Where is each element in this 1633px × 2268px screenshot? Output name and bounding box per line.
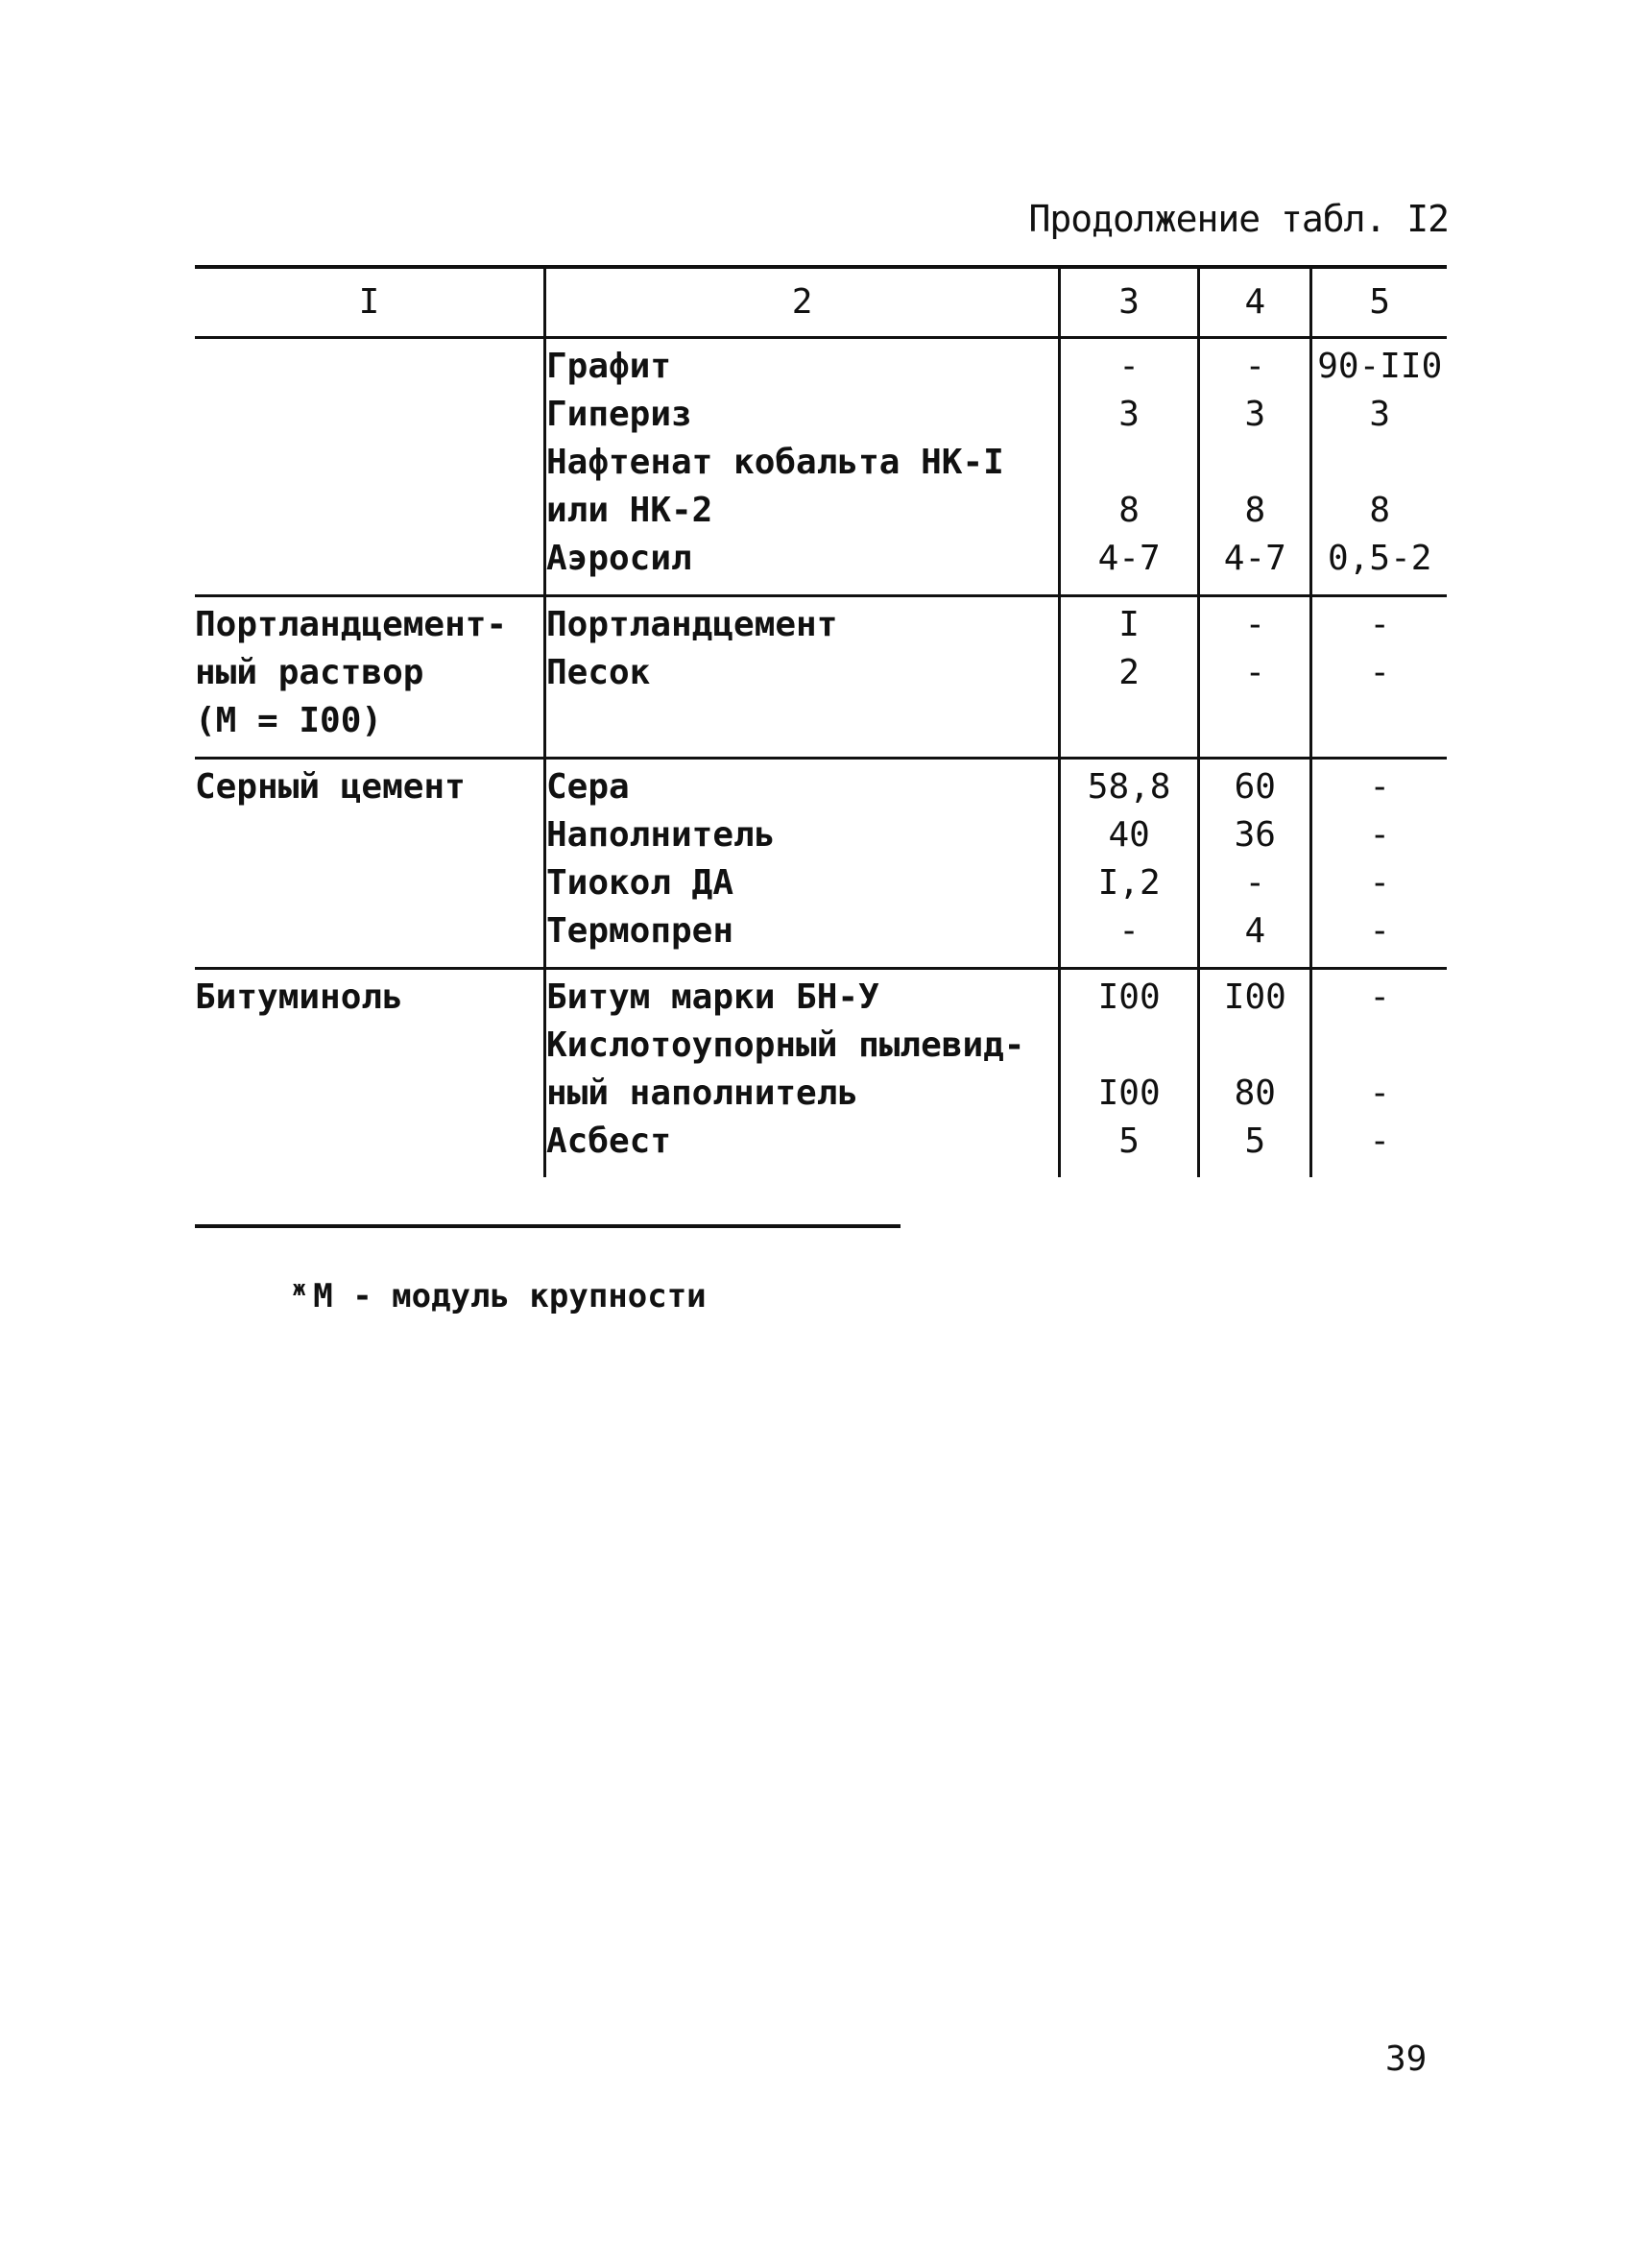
value-cell-col3 xyxy=(1060,338,1199,596)
cell-line: ный наполнитель xyxy=(545,1074,859,1113)
cell-line: - xyxy=(1369,815,1391,855)
table-body xyxy=(195,338,1447,1178)
cell-line: Асбест xyxy=(545,1122,672,1161)
cell-line: 4 xyxy=(1244,911,1266,951)
value-cell-col3 xyxy=(1060,969,1199,1178)
cell-line: Нафтенат кобальта НК-I xyxy=(545,443,1004,482)
cell-line: Термопрен xyxy=(545,911,734,951)
footnote xyxy=(293,1277,707,1315)
value-cell-col4 xyxy=(1199,338,1311,596)
footnote-text: М - модуль крупности xyxy=(313,1277,707,1315)
cell-line: Наполнитель xyxy=(545,815,776,855)
component-cell xyxy=(544,338,1059,596)
cell-line: - xyxy=(1369,863,1391,903)
value-cell-col4 xyxy=(1199,969,1311,1178)
cell-line: 60 xyxy=(1234,767,1276,807)
col-header-3: 3 xyxy=(1060,267,1199,338)
cell-line: - xyxy=(1244,605,1266,644)
cell-line: 8 xyxy=(1118,491,1140,530)
group-name-line: Портландцемент- xyxy=(195,605,508,644)
value-cell-col5 xyxy=(1311,338,1447,596)
value-cell-col5 xyxy=(1311,759,1447,969)
cell-line: 5 xyxy=(1118,1122,1140,1161)
group-name-cell xyxy=(195,338,544,596)
footnote-mark: ж xyxy=(293,1277,306,1301)
cell-line: Гипериз xyxy=(545,395,692,434)
group-name-line: Битуминоль xyxy=(195,977,403,1017)
cell-line: Графит xyxy=(545,347,672,386)
cell-line: - xyxy=(1369,911,1391,951)
footnote-separator xyxy=(195,1224,901,1228)
col-header-2: 2 xyxy=(544,267,1059,338)
cell-line xyxy=(1200,697,1309,745)
cell-line: 3 xyxy=(1118,395,1140,434)
cell-line xyxy=(1061,697,1197,745)
cell-line: I00 xyxy=(1097,977,1161,1017)
cell-line: 3 xyxy=(1369,395,1391,434)
composition-table xyxy=(195,265,1447,1177)
cell-line: I,2 xyxy=(1097,863,1161,903)
group-name-line: ный раствор xyxy=(195,653,424,692)
value-cell-col3 xyxy=(1060,596,1199,759)
cell-line xyxy=(1200,439,1309,487)
cell-line: Портландцемент xyxy=(545,605,838,644)
cell-line xyxy=(1312,439,1447,487)
group-name-cell xyxy=(195,759,544,969)
col-header-1: I xyxy=(195,267,544,338)
cell-line: 4-7 xyxy=(1097,539,1161,578)
col-header-5: 5 xyxy=(1311,267,1447,338)
cell-line: - xyxy=(1244,653,1266,692)
value-cell-col5 xyxy=(1311,969,1447,1178)
cell-line: - xyxy=(1369,767,1391,807)
cell-line: Сера xyxy=(545,767,630,807)
group-name-cell xyxy=(195,596,544,759)
group-name-line: Серный цемент xyxy=(195,767,466,807)
value-cell-col3 xyxy=(1060,759,1199,969)
cell-line: 8 xyxy=(1244,491,1266,530)
page-number: 39 xyxy=(1385,2039,1428,2079)
cell-line: I00 xyxy=(1223,977,1286,1017)
table-row-group xyxy=(195,596,1447,759)
cell-line xyxy=(1061,1022,1197,1070)
cell-line xyxy=(1312,697,1447,745)
cell-line xyxy=(1200,1022,1309,1070)
cell-line: - xyxy=(1369,1122,1391,1161)
cell-line xyxy=(1061,439,1197,487)
cell-line: Тиокол ДА xyxy=(545,863,734,903)
cell-line: Песок xyxy=(545,653,651,692)
value-cell-col4 xyxy=(1199,759,1311,969)
group-name-cell xyxy=(195,969,544,1178)
cell-line: 40 xyxy=(1108,815,1150,855)
component-cell xyxy=(544,759,1059,969)
cell-line: или НК-2 xyxy=(545,491,713,530)
cell-line xyxy=(546,697,1058,745)
cell-line: 58,8 xyxy=(1087,767,1171,807)
cell-line xyxy=(1312,1022,1447,1070)
group-name-line: (М = I00) xyxy=(195,701,383,740)
table-row-group xyxy=(195,338,1447,596)
cell-line: Кислотоупорный пылевид- xyxy=(545,1025,1025,1065)
cell-line: I00 xyxy=(1097,1074,1161,1113)
cell-line: 4-7 xyxy=(1223,539,1286,578)
table-header-row xyxy=(195,267,1447,338)
cell-line: 8 xyxy=(1369,491,1391,530)
cell-line: 36 xyxy=(1234,815,1276,855)
component-cell xyxy=(544,969,1059,1178)
table-row-group xyxy=(195,969,1447,1178)
cell-line: - xyxy=(1369,1074,1391,1113)
cell-line: 90-II0 xyxy=(1317,347,1443,386)
cell-line: - xyxy=(1118,911,1140,951)
col-header-4: 4 xyxy=(1199,267,1311,338)
value-cell-col5 xyxy=(1311,596,1447,759)
component-cell xyxy=(544,596,1059,759)
cell-line: 0,5-2 xyxy=(1328,539,1432,578)
cell-line: - xyxy=(1118,347,1140,386)
cell-line: 2 xyxy=(1118,653,1140,692)
cell-line: 5 xyxy=(1244,1122,1266,1161)
cell-line: - xyxy=(1369,605,1391,644)
cell-line: - xyxy=(1369,653,1391,692)
cell-line: - xyxy=(1369,977,1391,1017)
cell-line: 80 xyxy=(1234,1074,1276,1113)
table-caption: Продолжение табл. I2 xyxy=(1028,198,1449,240)
value-cell-col4 xyxy=(1199,596,1311,759)
cell-line: - xyxy=(1244,863,1266,903)
cell-line: 3 xyxy=(1244,395,1266,434)
cell-line: Битум марки БН-У xyxy=(545,977,879,1017)
cell-line: Аэросил xyxy=(545,539,692,578)
cell-line: I xyxy=(1118,605,1140,644)
table-row-group xyxy=(195,759,1447,969)
cell-line: - xyxy=(1244,347,1266,386)
